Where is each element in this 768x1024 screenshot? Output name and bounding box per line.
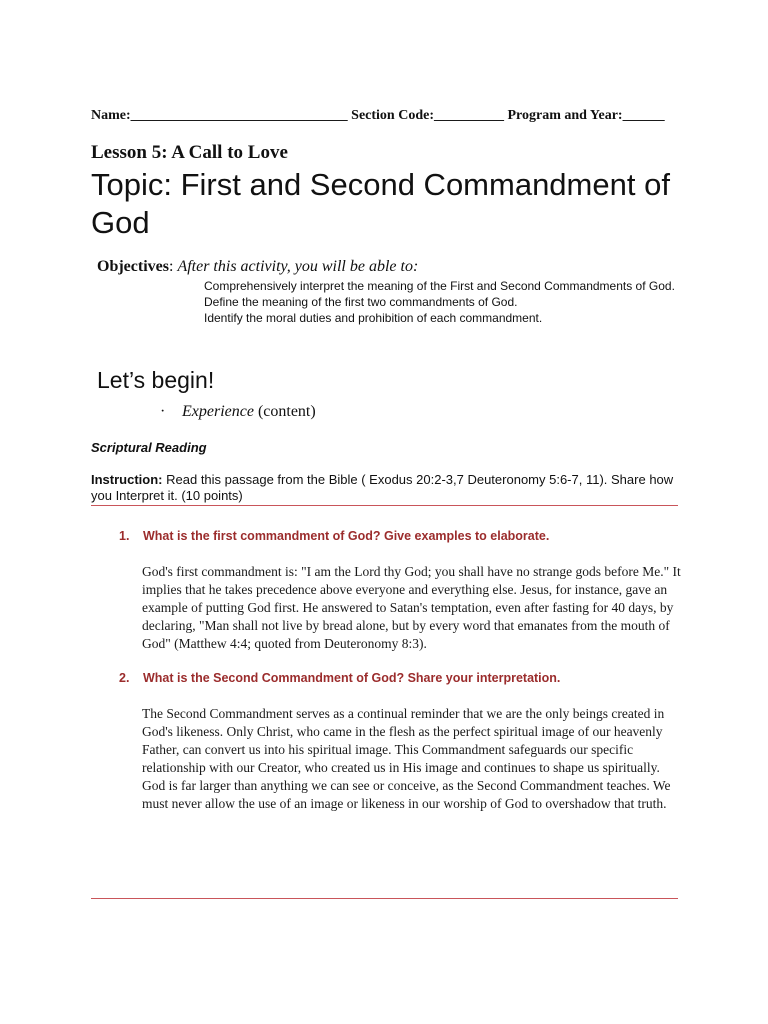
bullet-icon: · [160,403,166,420]
experience-term: Experience [182,403,254,420]
objective-item: Define the meaning of the first two commandments of God. [204,295,518,309]
instruction-label: Instruction: [91,472,163,487]
lesson-title: Lesson 5: A Call to Love [91,142,288,163]
topic-heading: Topic: First and Second Commandment of God [91,167,670,240]
section-code-field-label: Section Code:__________ [351,108,504,123]
objective-item: Identify the moral duties and prohibition of each commandment. [204,311,543,325]
experience-suffix: (content) [257,403,316,420]
objectives-list [204,279,682,327]
lets-begin-heading: Let’s begin! [97,367,215,393]
question-1 [119,529,679,543]
instruction-text: Read this passage from the Bible ( Exodus 20:2-3,7 Deuteronomy 5:6-7, 11). Share how you Interpret it. (10 points) [91,472,674,503]
objectives-label: Objectives [97,258,169,275]
question-text: What is the first commandment of God? Give examples to elaborate. [143,529,550,543]
objectives-heading [97,258,418,276]
objective-item: Comprehensively interpret the meaning of the First and Second Commandments of God. [204,279,675,293]
question-number: 2. [119,671,130,685]
program-year-field-label: Program and Year:______ [507,108,665,123]
answer-1: God's first commandment is: "I am the Lord thy God; you shall have no strange gods before Me." It implies that he takes precedence above everyone and everything else. Jesus, for instance, gave an example of putting God first. He answered to Satan's temptation, even after fasting for 40 days, by declaring, "Man shall not live by bread alone, but by every word that emanates from the mouth of God" (Matthew 4:4; quoted from Deuteronomy 8:3). [142,564,681,651]
objectives-intro: After this activity, you will be able to: [177,258,419,275]
scriptural-reading-heading: Scriptural Reading [91,440,207,455]
answer-2: The Second Commandment serves as a continual reminder that we are the only beings created in God's likeness. Only Christ, who came in the flesh as the perfect spiritual image of our heavenly Father, can convert us into his spiritual image. This Commandment safeguards our specific relationship with our Creator, who created us in His image and continues to shape us spiritually. God is far larger than anything we can see or conceive, as the Second Commandment teaches. We must never allow the use of an image or likeness in our worship of God to overshadow that truth. [142,706,671,811]
question-2 [119,671,679,685]
experience-line [160,403,316,421]
student-info-header [91,108,691,124]
question-number: 1. [119,529,130,543]
instruction-paragraph [91,472,681,504]
name-field-label: Name:_______________________________ [91,108,348,123]
question-text: What is the Second Commandment of God? Share your interpretation. [143,671,561,685]
objectives-colon: : [168,258,178,275]
top-divider [91,505,678,506]
bottom-divider [91,898,678,899]
